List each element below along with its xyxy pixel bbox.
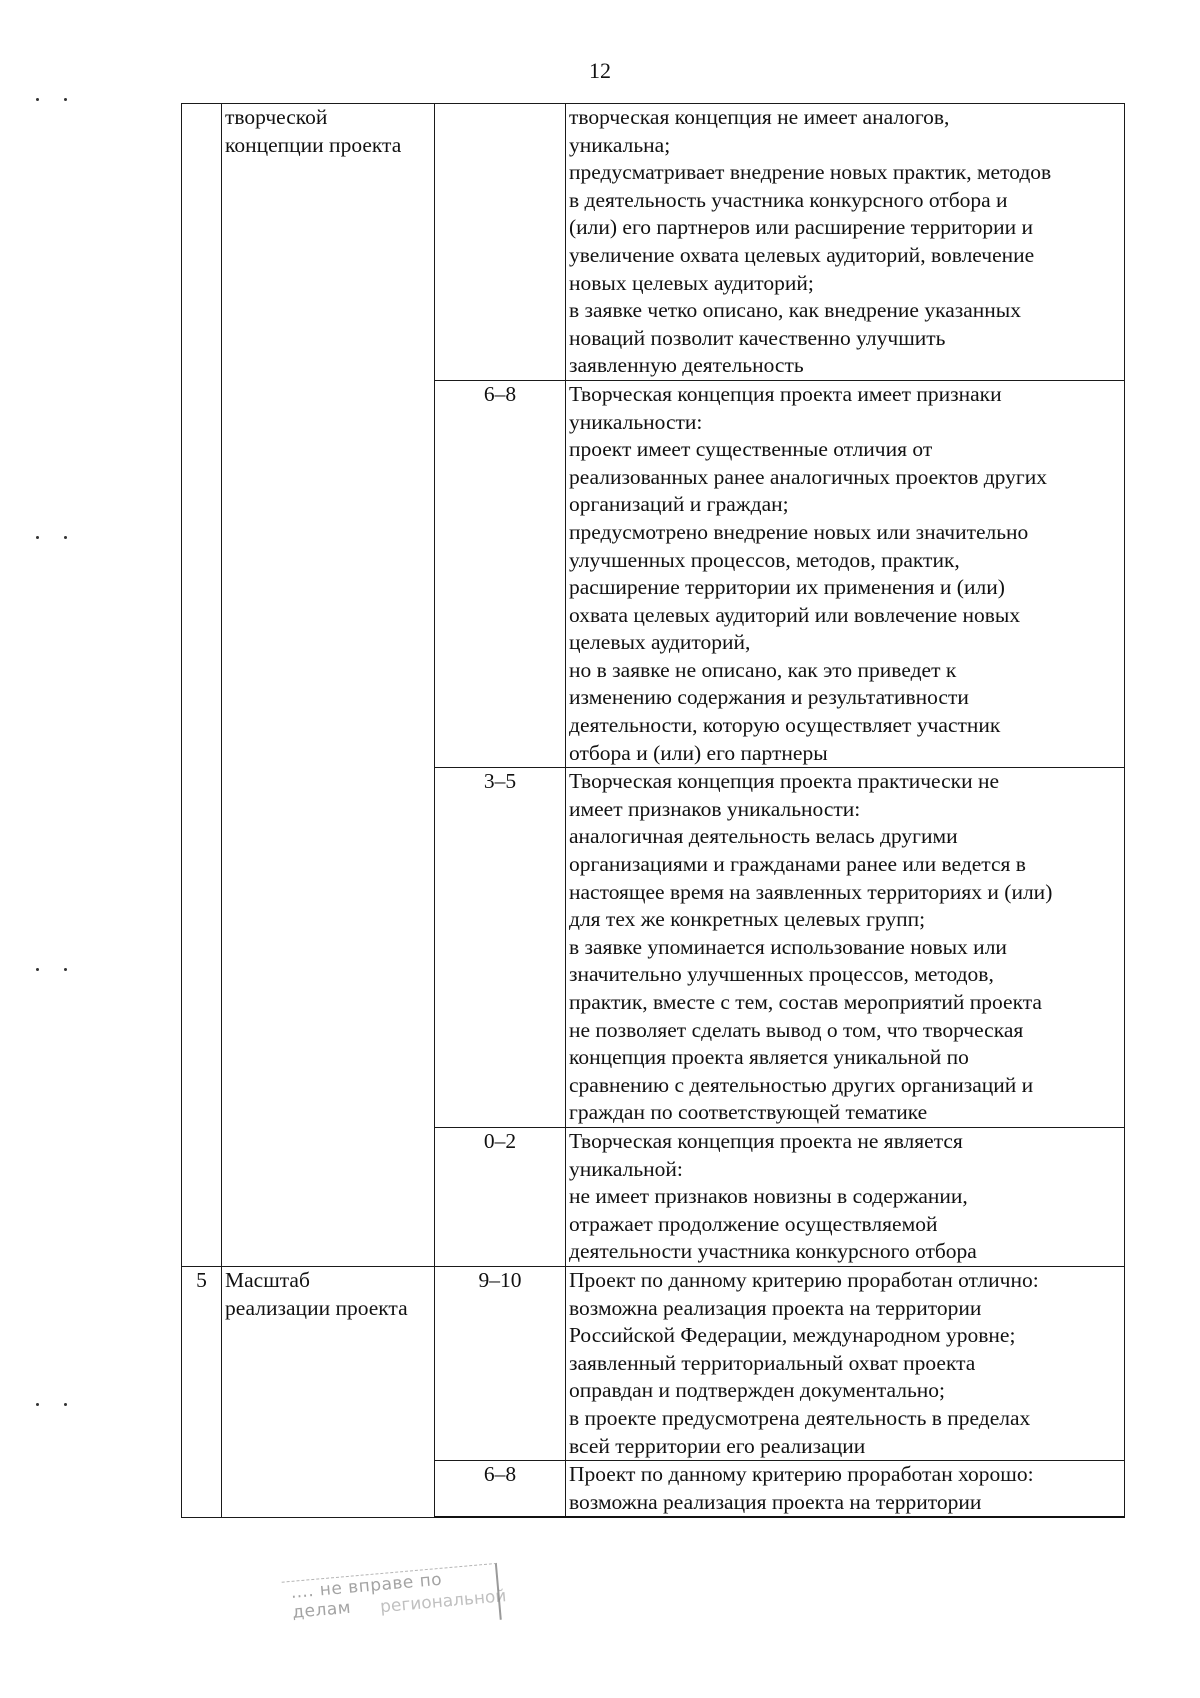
description-line: Проект по данному критерию проработан отлично:: [569, 1267, 1039, 1292]
criteria-table: [181, 103, 1125, 1518]
description-line: творческая концепция не имеет аналогов,: [569, 105, 950, 129]
description-line: практик, вместе с тем, состав мероприятий проекта: [569, 990, 1042, 1014]
criterion-name-cell: [222, 1266, 435, 1517]
description-line: (или) его партнеров или расширение территории и: [569, 215, 1034, 240]
description-line: заявленный территориальный охват проекта: [569, 1350, 976, 1375]
description-line: увеличение охвата целевых аудиторий, вовлечение: [569, 242, 1035, 267]
margin-dot: [64, 1403, 67, 1406]
description-line: Проект по данному критерию проработан хорошо:: [569, 1462, 1034, 1487]
description-line: в проекте предусмотрена деятельность в пределах: [569, 1405, 1031, 1430]
description-line: в заявке упоминается использование новых или: [569, 934, 1007, 959]
description-line: новаций позволит качественно улучшить: [569, 325, 946, 350]
margin-dot: [64, 98, 67, 101]
score-description-cell: [566, 380, 1125, 767]
description-line: аналогичная деятельность велась другими: [569, 824, 958, 849]
score-description-cell: [566, 768, 1125, 1128]
score-description-cell: [566, 1266, 1125, 1460]
criterion-number-cell: 5: [182, 1266, 222, 1517]
description-line: концепция проекта является уникальной по: [569, 1045, 969, 1070]
description-line: предусмотрено внедрение новых или значительно: [569, 519, 1029, 544]
description-line: уникальна;: [569, 132, 671, 157]
description-line: оправдан и подтвержден документально;: [569, 1378, 946, 1403]
criterion-name-line: концепции проекта: [225, 132, 402, 157]
score-range-cell: 6–8: [435, 380, 566, 767]
score-description-cell: [566, 1461, 1125, 1518]
stamp-line-2: региональной: [379, 1586, 508, 1618]
score-description-cell: [566, 1127, 1125, 1266]
stamp-line-1: …. не вправе по делам: [289, 1569, 443, 1623]
description-line: организаций и граждан;: [569, 492, 789, 517]
description-line: Творческая концепция проекта не является: [569, 1128, 963, 1153]
description-line: но в заявке не описано, как это приведет к: [569, 657, 957, 682]
description-line: предусматривает внедрение новых практик, методов: [569, 160, 1052, 185]
description-line: не имеет признаков новизны в содержании,: [569, 1184, 968, 1209]
description-line: уникальной:: [569, 1156, 683, 1181]
margin-dot: [36, 536, 39, 539]
margin-dot: [64, 968, 67, 971]
criterion-name-cell: [222, 104, 435, 1267]
description-line: имеет признаков уникальности:: [569, 796, 861, 821]
margin-dot: [36, 98, 39, 101]
page-number: 12: [589, 58, 611, 83]
margin-dot: [36, 968, 39, 971]
score-range-cell: 6–8: [435, 1461, 566, 1518]
description-line: не позволяет сделать вывод о том, что творческая: [569, 1017, 1024, 1042]
margin-dot: [64, 536, 67, 539]
margin-dot: [36, 1403, 39, 1406]
score-description-cell: [566, 104, 1125, 381]
description-line: уникальности:: [569, 409, 703, 434]
score-range-cell: 3–5: [435, 768, 566, 1128]
description-line: Творческая концепция проекта имеет признаки: [569, 381, 1002, 406]
description-line: сравнению с деятельностью других организаций и: [569, 1072, 1034, 1097]
description-line: для тех же конкретных целевых групп;: [569, 907, 926, 932]
description-line: улучшенных процессов, методов, практик,: [569, 547, 960, 572]
criterion-name-line: Масштаб: [225, 1267, 310, 1292]
criterion-number-cell: [182, 104, 222, 1267]
description-line: охвата целевых аудиторий или вовлечение новых: [569, 602, 1021, 627]
registration-stamp: [281, 1559, 506, 1650]
score-range-cell: 0–2: [435, 1127, 566, 1266]
table-row: [182, 104, 1125, 381]
description-line: заявленную деятельность: [569, 353, 804, 378]
description-line: отбора и (или) его партнеры: [569, 740, 828, 765]
description-line: целевых аудиторий,: [569, 630, 751, 655]
description-line: настоящее время на заявленных территориях и (или): [569, 879, 1053, 904]
description-line: возможна реализация проекта на территории: [569, 1295, 982, 1320]
score-range-cell: 9–10: [435, 1266, 566, 1460]
table-row: [182, 1266, 1125, 1460]
description-line: изменению содержания и результативности: [569, 685, 969, 710]
description-line: Российской Федерации, международном уровне;: [569, 1323, 1016, 1348]
description-line: деятельности участника конкурсного отбора: [569, 1239, 977, 1264]
description-line: возможна реализация проекта на территории: [569, 1489, 982, 1514]
criterion-name-line: реализации проекта: [225, 1295, 408, 1320]
description-line: значительно улучшенных процессов, методов,: [569, 962, 994, 987]
description-line: в заявке четко описано, как внедрение указанных: [569, 298, 1021, 323]
score-range-cell: [435, 104, 566, 381]
description-line: отражает продолжение осуществляемой: [569, 1211, 938, 1236]
criterion-name-line: творческой: [225, 105, 328, 129]
description-line: новых целевых аудиторий;: [569, 270, 814, 295]
description-line: деятельности, которую осуществляет участник: [569, 713, 1001, 738]
description-line: всей территории его реализации: [569, 1433, 866, 1458]
description-line: в деятельность участника конкурсного отбора и: [569, 187, 1008, 212]
description-line: проект имеет существенные отличия от: [569, 437, 933, 462]
description-line: Творческая концепция проекта практически не: [569, 769, 1000, 794]
description-line: расширение территории их применения и (или): [569, 575, 1005, 600]
description-line: граждан по соответствующей тематике: [569, 1100, 928, 1125]
description-line: реализованных ранее аналогичных проектов других: [569, 464, 1047, 489]
description-line: организациями и гражданами ранее или ведется в: [569, 852, 1026, 877]
